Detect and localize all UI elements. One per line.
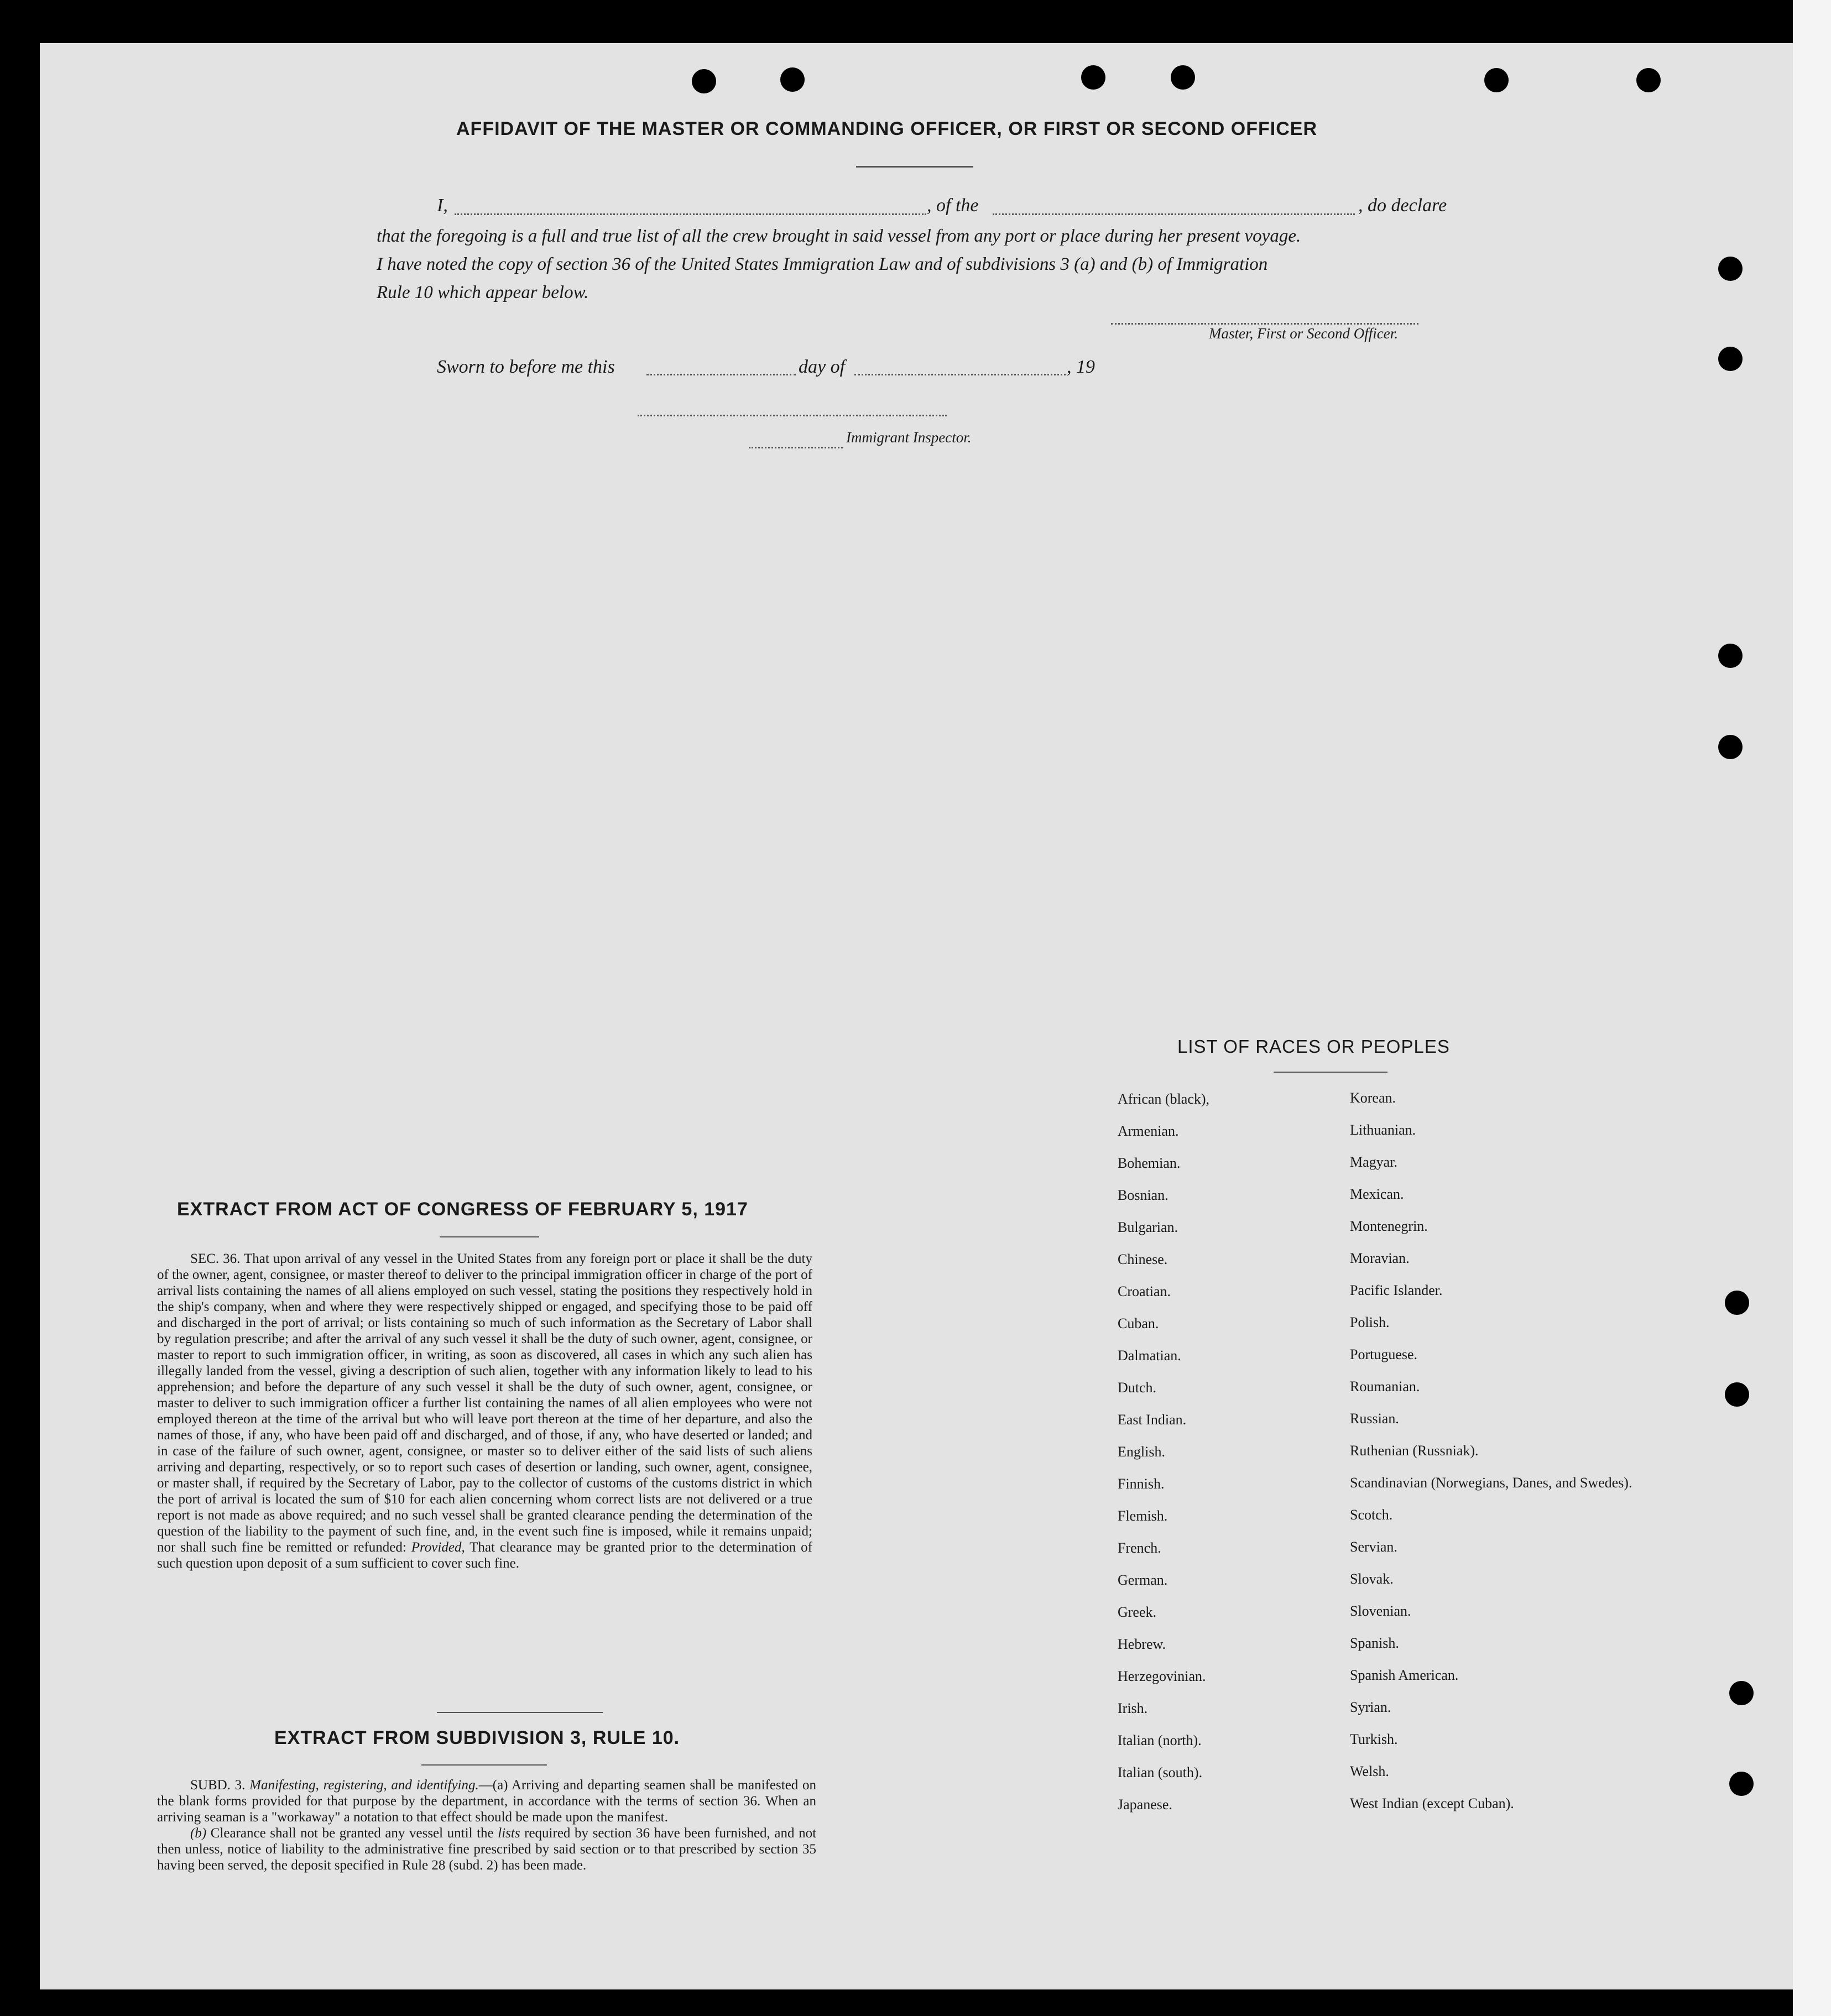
master-caption: Master, First or Second Officer. [1209,325,1398,342]
race-item: Servian. [1350,1539,1397,1555]
punch-hole [1725,1382,1749,1407]
race-item: Syrian. [1350,1699,1391,1715]
extract-act-title: EXTRACT FROM ACT OF CONGRESS OF FEBRUARY 5, 1917 [177,1199,748,1220]
punch-hole [1725,1291,1749,1315]
subd-b-marker: (b) [190,1826,207,1841]
section-36-text [157,1251,812,1571]
subd-b-text1: Clearance shall not be granted any vessel until the [210,1826,494,1841]
race-item: Herzegovinian. [1118,1668,1206,1684]
affidavit-of-the: , of the [927,195,979,216]
name-blank[interactable] [455,213,926,215]
race-item: Bohemian. [1118,1155,1181,1171]
extract-rule-title: EXTRACT FROM SUBDIVISION 3, RULE 10. [274,1727,680,1748]
race-item: Finnish. [1118,1476,1165,1492]
punch-hole [1729,1681,1754,1705]
subd-a-marker: —(a) [478,1778,508,1793]
race-item: Greek. [1118,1604,1157,1620]
race-item: Japanese. [1118,1796,1172,1813]
race-item: Montenegrin. [1350,1218,1428,1234]
race-item: Spanish. [1350,1635,1399,1651]
punch-hole [780,67,805,92]
race-item: Korean. [1350,1090,1396,1106]
punch-hole [1729,1772,1754,1796]
section-36-end: That clearance may be granted prior to the determination of such question upon deposit of a sum sufficient to cover such fine. [157,1540,812,1571]
month-blank[interactable] [854,374,1066,375]
races-title-rule [1274,1072,1387,1073]
punch-hole [1718,644,1743,668]
year-prefix: , 19 [1067,357,1095,377]
section-36-body: SEC. 36. That upon arrival of any vessel in the United States from any foreign port or place it shall be the duty of the owner, agent, consignee, or master thereof to deliver to the principal immigration officer in charge of the port of arrival lists containing the names of all aliens employed on such vessel, stating the positions they respectively hold in the ship's company, when and where they were respectively shipped or engaged, and specifying those to be paid off and discharged in the port of arrival; or lists containing so much of such information as the Secretary of Labor shall by regulation prescribe; and after the arrival of any such vessel it shall be the duty of such owner, agent, consignee, or master to report to such immigration officer, in writing, as soon as discovered, all cases in which any such alien has illegally landed from the vessel, giving a description of such alien, together with any information likely to lead to his apprehension; and before the departure of any such vessel it shall be the duty of such owner, agent, consignee, or master to deliver to such immigration officer a further list containing the names of all alien employees who were not employed thereon at the time of the arrival but who will leave port thereon at the time of her departure, and also the names of those, if any, who have been paid off and discharged, and of those, if any, who have deserted or landed; and in case of the failure of such owner, agent, consignee, or master so to deliver either of the said lists of such aliens arriving and departing, respectively, or so to report such cases of desertion or landing, such owner, agent, consignee, or master shall, if required by the Secretary of Labor, pay to the collector of customs of the customs district in which the port of arrival is located the sum of $10 for each alien concerning whom correct lists are not delivered or a true report is not made as above required; and no such vessel shall be granted clearance pending the determination of the question of the liability to the payment of such fine, and, in the event such fine is imposed, while it remains unpaid; nor shall such fine be remitted or refunded: [157,1251,812,1555]
race-item: Armenian. [1118,1123,1179,1139]
race-item: West Indian (except Cuban). [1350,1795,1514,1811]
race-item: Ruthenian (Russniak). [1350,1443,1479,1459]
punch-hole [1718,257,1743,281]
proviso-word: Provided, [411,1540,465,1555]
day-of-label: day of [799,357,846,377]
subdivision-b [157,1825,816,1873]
extract-act-title-rule [440,1236,539,1237]
race-item: Moravian. [1350,1250,1410,1266]
race-item: Italian (north). [1118,1732,1202,1748]
race-item: Chinese. [1118,1251,1168,1267]
race-item: Scotch. [1350,1507,1393,1523]
inspector-caption-lead [749,447,843,448]
punch-hole [1636,68,1661,92]
race-item: Portuguese. [1350,1346,1418,1362]
affidavit-body-line: Rule 10 which appear below. [377,283,589,302]
subd-prefix: SUBD. 3. [190,1778,246,1793]
race-item: Cuban. [1118,1315,1159,1331]
affidavit-body-line: I have noted the copy of section 36 of the United States Immigration Law and of subdivisions 3 (a) and (b) of Immigration [377,254,1268,274]
race-item: African (black), [1118,1091,1210,1107]
race-item: Roumanian. [1350,1378,1420,1395]
race-item: Magyar. [1350,1154,1397,1170]
subdivision-a [157,1777,816,1825]
extract-divider [437,1712,603,1713]
vessel-blank[interactable] [993,213,1355,215]
race-item: Pacific Islander. [1350,1282,1443,1298]
races-column-right [1350,1082,1632,1820]
punch-hole [1171,65,1195,90]
race-item: Dutch. [1118,1380,1157,1396]
inspector-signature-line[interactable] [638,415,947,416]
affidavit-title-rule [856,166,973,168]
race-item: Dalmatian. [1118,1348,1181,1364]
master-signature-line[interactable] [1111,323,1418,325]
race-item: Turkish. [1350,1731,1398,1747]
race-item: German. [1118,1572,1168,1588]
races-title: LIST OF RACES OR PEOPLES [1177,1036,1450,1057]
race-item: Polish. [1350,1314,1390,1330]
punch-hole [692,69,716,93]
sworn-label: Sworn to before me this [437,357,615,377]
extract-rule-title-rule [421,1764,547,1766]
inspector-caption: Immigrant Inspector. [846,429,972,446]
punch-hole [1484,68,1509,92]
race-item: English. [1118,1444,1165,1460]
race-item: Slovak. [1350,1571,1394,1587]
race-item: Bosnian. [1118,1187,1168,1203]
subd-b-italic: lists [498,1826,520,1841]
race-item: Welsh. [1350,1763,1389,1779]
subd-a-text: Arriving and departing seamen shall be manifested on the blank forms provided for that purpose by the department, in accordance with the terms of section 36. When an arriving seaman is a "workaway" a notation to that effect should be made upon the manifest. [157,1778,817,1825]
race-item: Flemish. [1118,1508,1168,1524]
race-item: East Indian. [1118,1412,1187,1428]
race-item: Croatian. [1118,1283,1171,1299]
punch-hole [1081,65,1105,90]
races-column-left [1118,1083,1209,1821]
race-item: Spanish American. [1350,1667,1459,1683]
race-item: Hebrew. [1118,1636,1166,1652]
affidavit-title: AFFIDAVIT OF THE MASTER OR COMMANDING OFFICER, OR FIRST OR SECOND OFFICER [456,118,1317,139]
day-blank[interactable] [646,374,796,375]
page-edge [1793,0,1831,2016]
punch-hole [1718,347,1743,371]
race-item: Russian. [1350,1411,1399,1427]
subdivision-3-text [157,1777,816,1873]
race-item: Italian (south). [1118,1764,1203,1780]
affidavit-do-declare: , do declare [1358,195,1447,216]
race-item: Lithuanian. [1350,1122,1416,1138]
race-item: Slovenian. [1350,1603,1411,1619]
affidavit-body-line: that the foregoing is a full and true list of all the crew brought in said vessel from any port or place during her present voyage. [377,226,1301,246]
subd-heading: Manifesting, registering, and identifying. [249,1778,479,1793]
punch-hole [1718,735,1743,759]
race-item: French. [1118,1540,1161,1556]
race-item: Scandinavian (Norwegians, Danes, and Swedes). [1350,1475,1632,1491]
affidavit-i: I, [437,195,448,216]
race-item: Bulgarian. [1118,1219,1178,1235]
race-item: Irish. [1118,1700,1148,1716]
race-item: Mexican. [1350,1186,1404,1202]
subd-b-text2: required by section 36 have been furnished, and not then unless, notice of liability to the administrative fine prescribed by said section or to that prescribed by section 35 having been served, the deposit specified in Rule 28 (subd. 2) has been made. [157,1826,817,1873]
